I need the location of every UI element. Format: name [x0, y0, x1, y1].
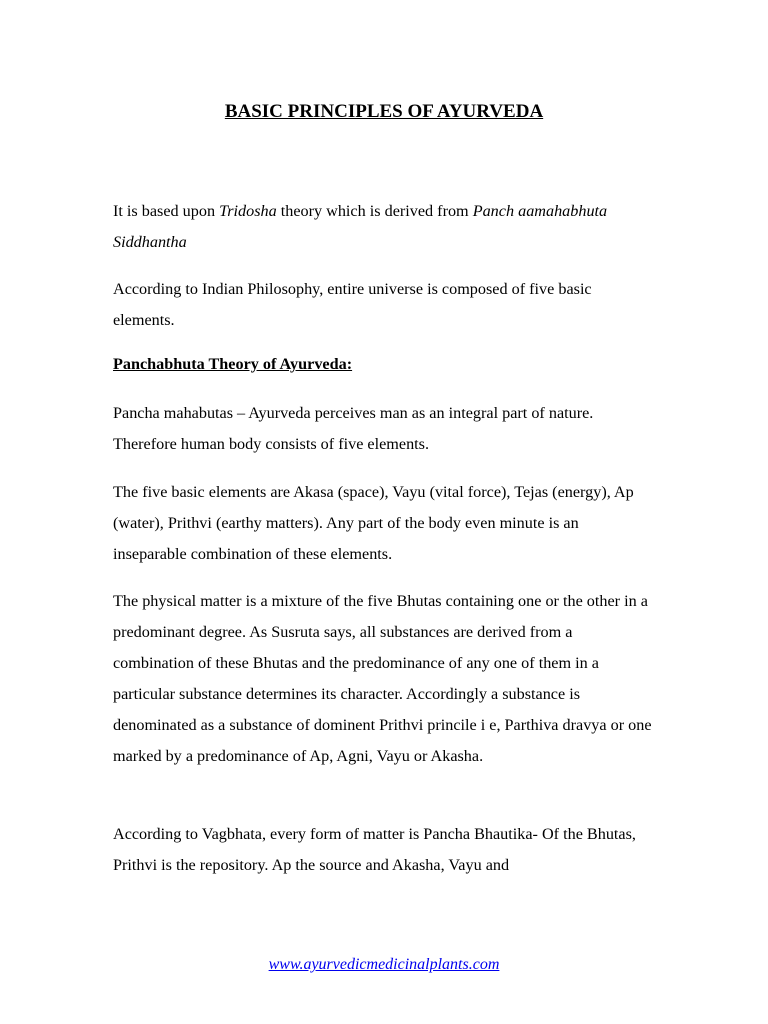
- mahabutas-paragraph: Pancha mahabutas – Ayurveda perceives man as an integral part of nature. Therefore human body consists of five elements.: [113, 404, 594, 453]
- physical-matter-paragraph: The physical matter is a mixture of the five Bhutas containing one or the other in a predominant degree. As Susruta says, all substances are derived from a combination of these Bhutas and the predominance of any one of them in a particular substance determines its character. Accordingly a substance is denominated as a substance of dominent Prithvi princile i e, Parthiva dravya or one marked by a predominance of Ap, Agni, Vayu or Akasha.: [113, 592, 652, 765]
- elements-paragraph: The five basic elements are Akasa (space), Vayu (vital force), Tejas (energy), Ap (water), Prithvi (earthy matters). Any part of the body even minute is an inseparable combination of these elements.: [113, 483, 634, 563]
- footer-website-link[interactable]: www.ayurvedicmedicinalplants.com: [268, 956, 500, 973]
- intro-text-1: It is based upon: [113, 202, 220, 220]
- document-title: BASIC PRINCIPLES OF AYURVEDA: [224, 101, 544, 122]
- section-heading: Panchabhuta Theory of Ayurveda:: [113, 355, 353, 373]
- philosophy-paragraph: According to Indian Philosophy, entire universe is composed of five basic elements.: [113, 280, 592, 329]
- intro-paragraph: [113, 196, 656, 258]
- vagbhata-paragraph: According to Vagbhata, every form of matter is Pancha Bhautika- Of the Bhutas, Prithvi is the repository. Ap the source and Akasha, Vayu and: [113, 825, 636, 874]
- intro-text-2: theory which is derived from: [276, 202, 473, 220]
- panch-term: Panch aamahabhuta: [472, 202, 608, 220]
- siddhantha-term: Siddhantha: [113, 233, 187, 251]
- tridosha-term: Tridosha: [219, 202, 277, 220]
